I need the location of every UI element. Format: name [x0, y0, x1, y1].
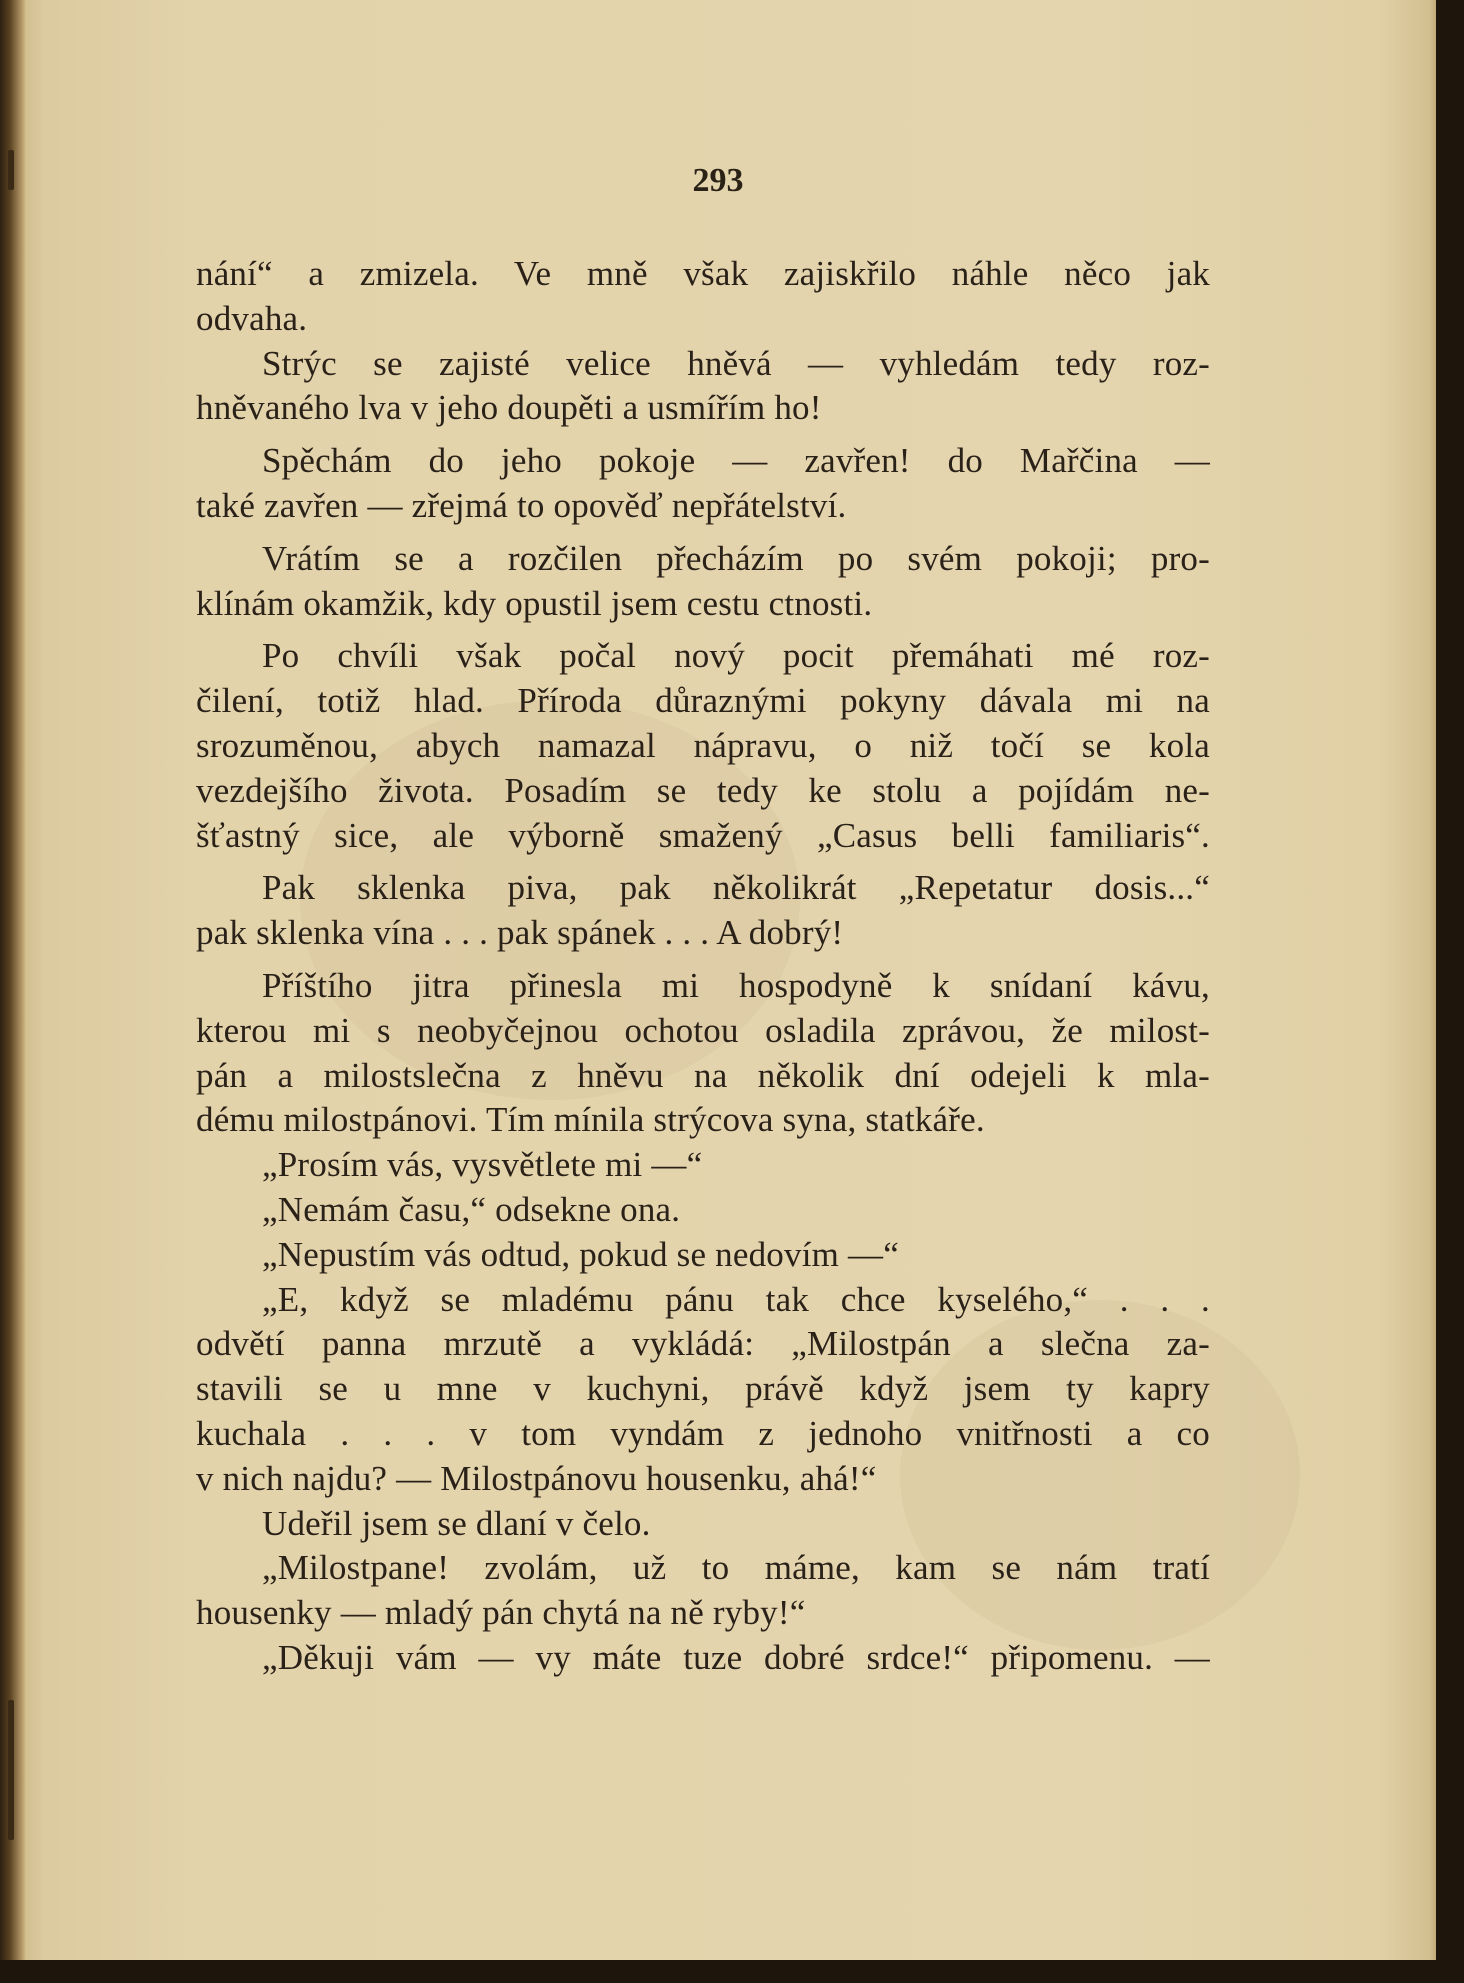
text-line: hněvaného lva v jeho doupěti a usmířím ho! — [196, 388, 822, 428]
page-number: 293 — [692, 162, 744, 199]
text-line: nání“ a zmizela. Ve mně však zajiskřilo náhle něco jak — [196, 254, 1210, 293]
text-line: Po chvíli však počal nový pocit přemáhati mé roz- — [262, 636, 1210, 676]
text-line: šťastný sice, ale výborně smažený „Casus belli familiaris“. — [196, 815, 1210, 855]
text-line: Strýc se zajisté velice hněvá — vyhledám tedy roz- — [262, 343, 1210, 383]
text-line: „Milostpane! zvolám, už to máme, kam se nám tratí — [262, 1548, 1210, 1588]
book-binding — [0, 0, 26, 1960]
text-line: pak sklenka vína . . . pak spánek . . . A dobrý! — [196, 913, 844, 953]
text-line: kterou mi s neobyčejnou ochotou osladila zprávou, že milost- — [196, 1010, 1210, 1050]
paragraph-gap — [196, 858, 1210, 866]
text-line: Udeřil jsem se dlaní v čelo. — [262, 1503, 651, 1543]
text-line: Spěchám do jeho pokoje — zavřen! do Mařčina — — [262, 441, 1210, 481]
paragraph-gap — [196, 431, 1210, 439]
text-line: „Nepustím vás odtud, pokud se nedovím —“ — [262, 1234, 899, 1274]
paragraph-gap — [196, 956, 1210, 964]
text-line: Příštího jitra přinesla mi hospodyně k snídaní kávu, — [262, 965, 1210, 1005]
text-line: Vrátím se a rozčilen přecházím po svém pokoji; pro- — [262, 538, 1210, 578]
text-line: také zavřen — zřejmá to opověď nepřátelství. — [196, 485, 847, 525]
paragraph-gap — [196, 626, 1210, 634]
text-line: kuchala . . . v tom vyndám z jednoho vnitřnosti a co — [196, 1413, 1210, 1453]
text-line: Pak sklenka piva, pak několikrát „Repetatur dosis...“ — [262, 868, 1210, 908]
text-line: „Děkuji vám — vy máte tuze dobré srdce!“ připomenu. — — [262, 1637, 1210, 1677]
text-line: „Prosím vás, vysvětlete mi —“ — [262, 1145, 703, 1185]
text-line: pán a milostslečna z hněvu na několik dní odejeli k mla- — [196, 1055, 1210, 1095]
page-body-text — [196, 252, 1210, 1681]
text-line: vezdejšího života. Posadím se tedy ke stolu a pojídám ne- — [196, 770, 1210, 810]
text-line: klínám okamžik, kdy opustil jsem cestu ctnosti. — [196, 583, 873, 623]
text-line: v nich najdu? — Milostpánovu housenku, ahá!“ — [196, 1458, 877, 1498]
text-line: srozuměnou, abych namazal nápravu, o niž točí se kola — [196, 725, 1210, 765]
paragraph-gap — [196, 529, 1210, 537]
text-line: odvětí panna mrzutě a vykládá: „Milostpán a slečna za- — [196, 1324, 1210, 1364]
text-line: „Nemám času,“ odsekne ona. — [262, 1189, 681, 1229]
binding-mark — [8, 1700, 14, 1840]
text-line: dému milostpánovi. Tím mínila strýcova syna, statkáře. — [196, 1100, 985, 1140]
text-line: housenky — mladý pán chytá na ně ryby!“ — [196, 1593, 806, 1633]
text-line: odvaha. — [196, 298, 308, 338]
text-line: stavili se u mne v kuchyni, právě když jsem ty kapry — [196, 1369, 1210, 1409]
text-line: „E, když se mladému pánu tak chce kyselého,“ . . . — [262, 1279, 1210, 1319]
text-line: čilení, totiž hlad. Příroda důraznými pokyny dávala mi na — [196, 681, 1210, 721]
